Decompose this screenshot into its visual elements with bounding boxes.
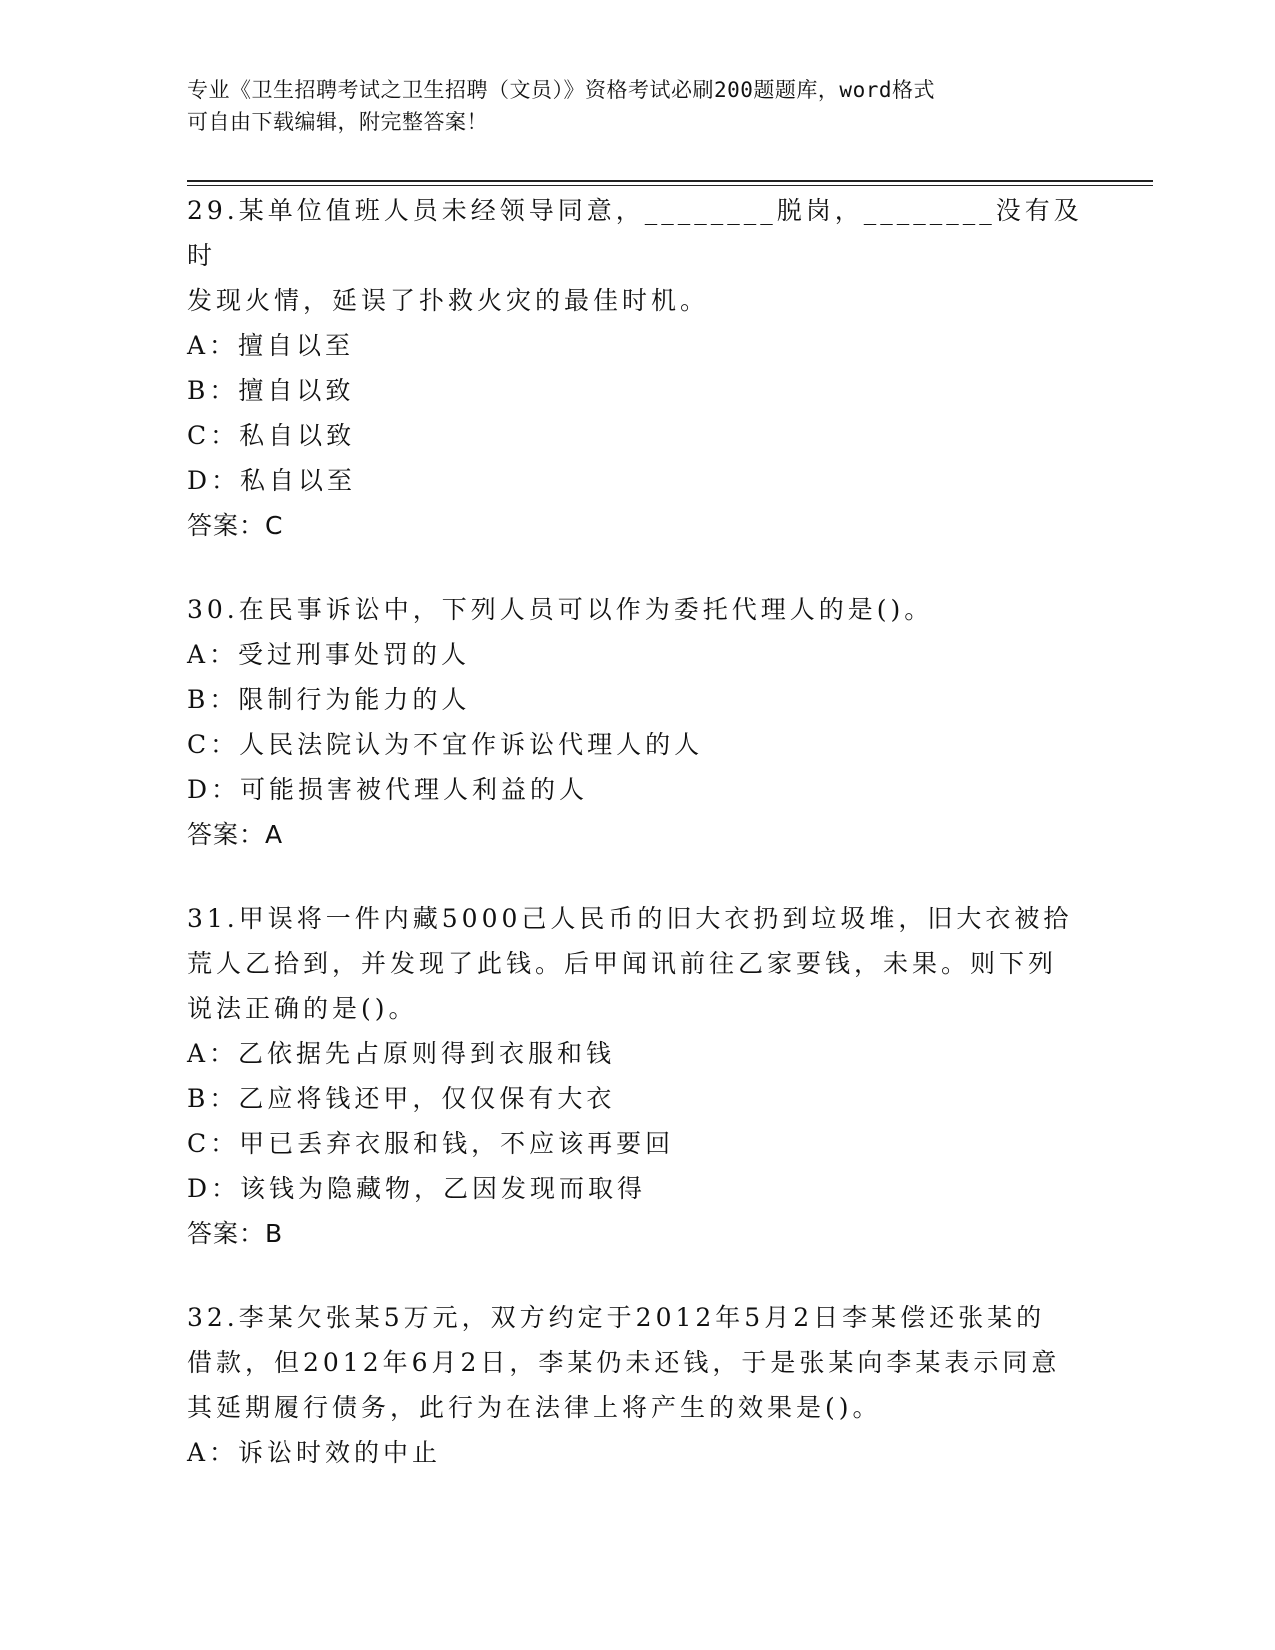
stem-line: 30.在民事诉讼中，下列人员可以作为委托代理人的是()。: [187, 595, 934, 624]
document-header: [187, 74, 1067, 138]
question-32: [187, 1295, 1087, 1475]
option-d: D：可能损害被代理人利益的人: [187, 775, 589, 804]
option-a: A：乙依据先占原则得到衣服和钱: [187, 1039, 616, 1068]
answer: 答案：B: [187, 1219, 284, 1248]
header-line-2: 可自由下载编辑，附完整答案！: [187, 110, 488, 134]
header-divider-thin: [187, 185, 1153, 186]
stem-line: 32.李某欠张某5万元，双方约定于2012年5月2日李某偿还张某的: [187, 1303, 1046, 1332]
answer: 答案：A: [187, 820, 284, 849]
option-a: A：受过刑事处罚的人: [187, 640, 471, 669]
header-divider-thick: [187, 180, 1153, 182]
question-stem: [187, 1295, 1087, 1430]
question-31: [187, 896, 1087, 1256]
option-b: B：乙应将钱还甲，仅仅保有大衣: [187, 1084, 616, 1113]
option-c: C：人民法院认为不宜作诉讼代理人的人: [187, 730, 704, 759]
stem-line: 29.某单位值班人员未经领导同意，________脱岗，________没有及时: [187, 196, 1083, 270]
question-list: [187, 188, 1087, 1514]
question-30: [187, 587, 1087, 857]
option-a: A：诉讼时效的中止: [187, 1438, 442, 1467]
stem-line: 说法正确的是()。: [187, 994, 418, 1023]
stem-line: 借款，但2012年6月2日，李某仍未还钱，于是张某向李某表示同意: [187, 1348, 1061, 1377]
question-stem: [187, 587, 1087, 632]
stem-line: 其延期履行债务，此行为在法律上将产生的效果是()。: [187, 1393, 882, 1422]
question-stem: [187, 896, 1087, 1031]
option-d: D：该钱为隐藏物，乙因发现而取得: [187, 1174, 647, 1203]
answer: 答案：C: [187, 511, 284, 540]
option-a: A：擅自以至: [187, 331, 355, 360]
question-stem: [187, 188, 1087, 323]
option-c: C：私自以致: [187, 421, 356, 450]
stem-line: 发现火情，延误了扑救火灾的最佳时机。: [187, 286, 710, 315]
question-29: [187, 188, 1087, 548]
option-b: B：限制行为能力的人: [187, 685, 471, 714]
stem-line: 31.甲误将一件内藏5000己人民币的旧大衣扔到垃圾堆，旧大衣被拾: [187, 904, 1073, 933]
option-c: C：甲已丢弃衣服和钱，不应该再要回: [187, 1129, 675, 1158]
header-line-1: 专业《卫生招聘考试之卫生招聘（文员）》资格考试必刷200题题库，word格式: [187, 78, 935, 102]
stem-line: 荒人乙拾到，并发现了此钱。后甲闻讯前往乙家要钱，未果。则下列: [187, 949, 1058, 978]
option-d: D：私自以至: [187, 466, 357, 495]
option-b: B：擅自以致: [187, 376, 355, 405]
